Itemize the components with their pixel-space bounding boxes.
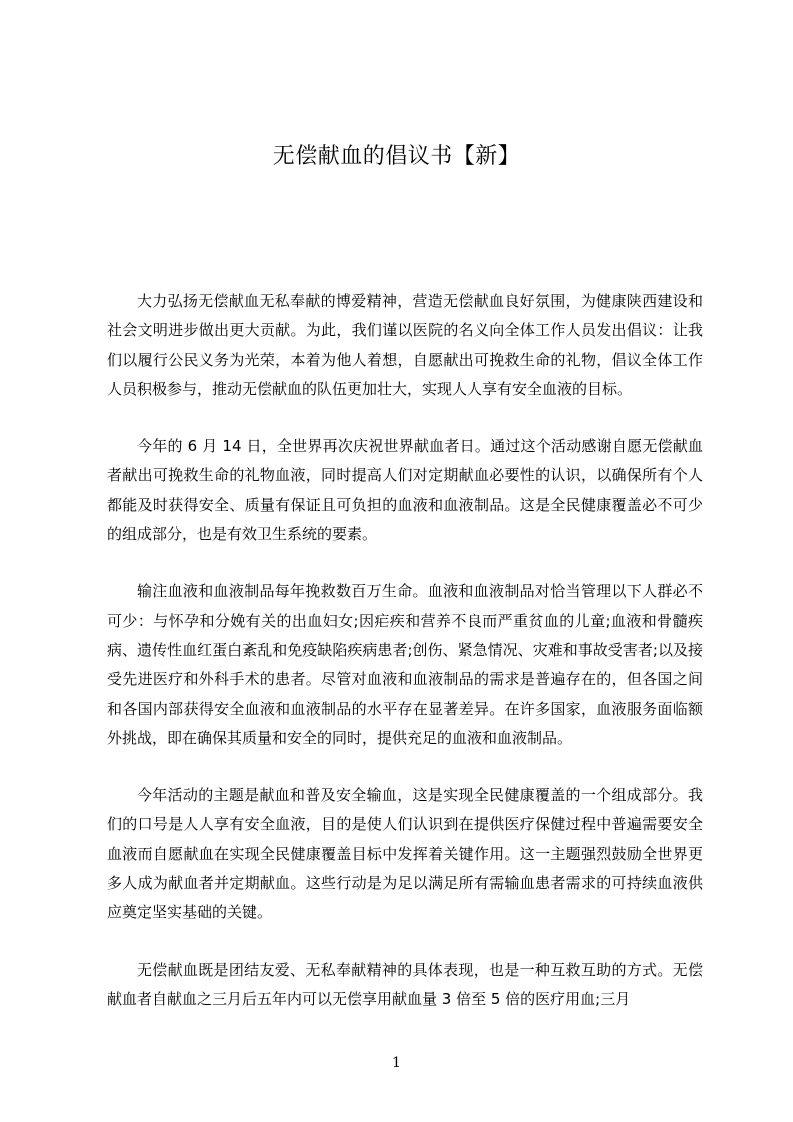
paragraph: 输注血液和血液制品每年挽救数百万生命。血液和血液制品对恰当管理以下人群必不可少：与怀孕和分娩有关的出血妇女;因疟疾和营养不良而严重贫血的儿童;血液和骨髓疾病、遗传性血红蛋白紊乱和免疫缺陷疾病患者;创伤、紧急情况、灾难和事故受害者;以及接受先进医疗和外科手术的患者。尽管对血液和血液制品的需求是普遍存在的，但各国之间和各国内部获得安全血液和血液制品的水平存在显著差异。在许多国家，血液服务面临额外挑战，即在确保其质量和安全的同时，提供充足的血液和血液制品。 — [107, 582, 703, 747]
paragraph: 今年活动的主题是献血和普及安全输血，这是实现全民健康覆盖的一个组成部分。我们的口号是人人享有安全血液，目的是使人们认识到在提供医疗保健过程中普遍需要安全血液而自愿献血在实现全民健康覆盖目标中发挥着关键作用。这一主题强烈鼓励全世界更多人成为献血者并定期献血。这些行动是为足以满足所有需输血患者需求的可持续血液供应奠定坚实基础的关键。 — [107, 786, 703, 922]
document-body — [107, 287, 703, 1042]
document-title: 无偿献血的倡议书【新】 — [272, 144, 521, 169]
paragraph: 无偿献血既是团结友爱、无私奉献精神的具体表现，也是一种互救互助的方式。无偿献血者自献血之三月后五年内可以无偿享用献血量 3 倍至 5 倍的医疗用血;三月 — [107, 960, 703, 1008]
paragraph: 今年的 6 月 14 日，全世界再次庆祝世界献血者日。通过这个活动感谢自愿无偿献血者献出可挽救生命的礼物血液，同时提高人们对定期献血必要性的认识，以确保所有个人都能及时获得安全、质量有保证且可负担的血液和血液制品。这是全民健康覆盖必不可少的组成部分，也是有效卫生系统的要素。 — [107, 437, 703, 544]
paragraph: 大力弘扬无偿献血无私奉献的博爱精神，营造无偿献血良好氛围，为健康陕西建设和社会文明进步做出更大贡献。为此，我们谨以医院的名义向全体工作人员发出倡议：让我们以履行公民义务为光荣，本着为他人着想，自愿献出可挽救生命的礼物，倡议全体工作人员积极参与，推动无偿献血的队伍更加壮大，实现人人享有安全血液的目标。 — [107, 292, 703, 398]
page-number: 1 — [392, 1055, 401, 1071]
